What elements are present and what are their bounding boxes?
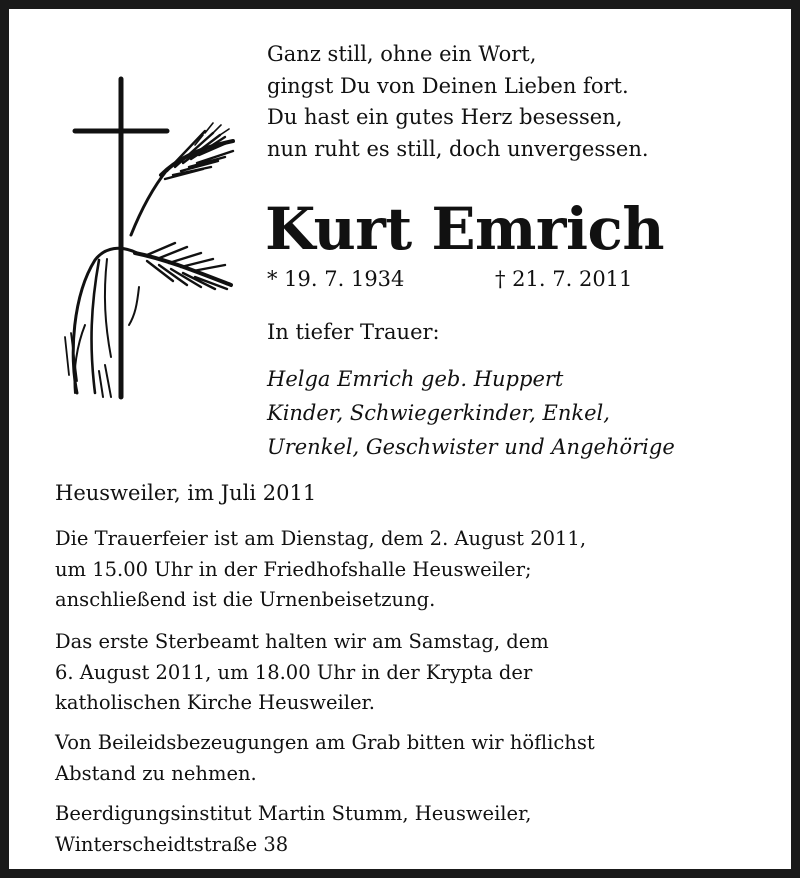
requiem-mass-paragraph — [55, 627, 549, 719]
mourner-line: Urenkel, Geschwister und Angehörige — [267, 435, 675, 459]
paragraph-line: um 15.00 Uhr in der Friedhofshalle Heusweiler; — [55, 557, 532, 581]
poem-line: Ganz still, ohne ein Wort, — [267, 42, 537, 66]
birth-date: * 19. 7. 1934 — [267, 267, 405, 291]
mourners-list — [267, 362, 675, 464]
place-and-date: Heusweiler, im Juli 2011 — [55, 481, 317, 505]
paragraph-line: Von Beileidsbezeugungen am Grab bitten wir höflichst — [55, 731, 595, 754]
poem-line: nun ruht es still, doch unvergessen. — [267, 136, 649, 161]
condolence-request-paragraph — [55, 728, 595, 789]
funeral-home-paragraph — [55, 799, 531, 860]
paragraph-line: Die Trauerfeier ist am Dienstag, dem 2. August 2011, — [55, 527, 587, 550]
paragraph-line: Winterscheidtstraße 38 — [55, 832, 289, 856]
mourning-label: In tiefer Trauer: — [267, 320, 440, 344]
life-dates — [267, 267, 633, 291]
paragraph-line: Das erste Sterbeamt halten wir am Samstag, dem — [55, 630, 549, 653]
funeral-service-paragraph — [55, 524, 586, 616]
paragraph-line: Abstand zu nehmen. — [55, 761, 257, 785]
poem-line: gingst Du von Deinen Lieben fort. — [267, 73, 629, 98]
poem — [267, 39, 649, 165]
mourner-line: Helga Emrich geb. Huppert — [267, 367, 564, 391]
paragraph-line: katholischen Kirche Heusweiler. — [55, 691, 375, 714]
paragraph-line: Beerdigungsinstitut Martin Stumm, Heusweiler, — [55, 802, 532, 825]
death-date: † 21. 7. 2011 — [495, 267, 633, 291]
mourner-line: Kinder, Schwiegerkinder, Enkel, — [267, 401, 610, 425]
poem-line: Du hast ein gutes Herz besessen, — [267, 105, 623, 129]
paragraph-line: anschließend ist die Urnenbeisetzung. — [55, 588, 436, 611]
deceased-name: Kurt Emrich — [265, 195, 664, 263]
paragraph-line: 6. August 2011, um 18.00 Uhr in der Krypta der — [55, 660, 533, 684]
cross-with-wheat-icon — [55, 75, 245, 405]
